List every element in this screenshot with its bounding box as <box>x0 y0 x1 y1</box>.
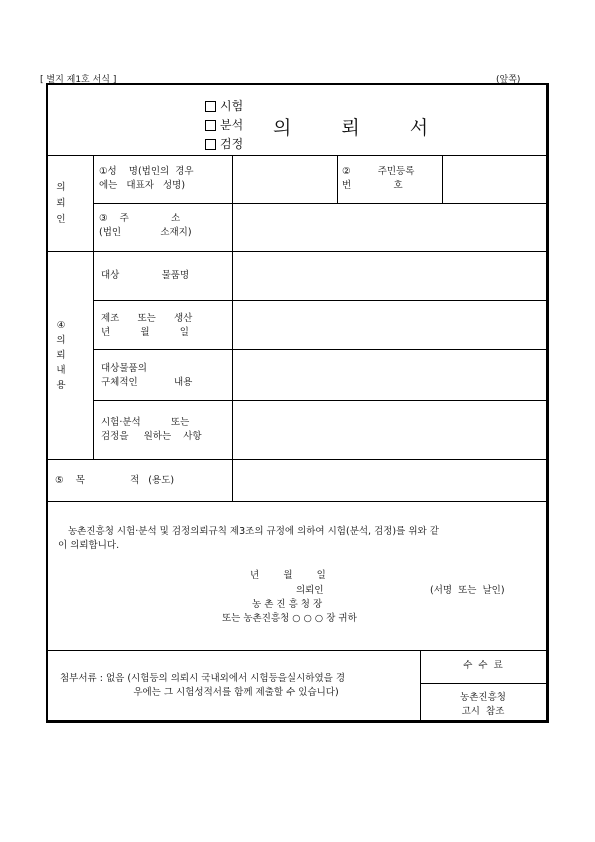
page-side-label: (앞쪽) <box>496 75 521 85</box>
fee-label: 수 수 료 <box>463 660 503 671</box>
divider <box>337 155 338 203</box>
item-details-field[interactable] <box>233 350 546 400</box>
divider <box>48 650 546 651</box>
addressee-line1: 농 촌 진 흥 청 장 <box>252 599 323 610</box>
form-number: [ 별지 제1호 서식 ] <box>40 75 117 85</box>
option-inspection[interactable]: 검정 <box>205 135 243 154</box>
form-title: 의 뢰 서 <box>273 117 451 139</box>
requested-test-label: 시험·분석 또는 검정을 원하는 사항 <box>101 417 202 442</box>
attachments-note: 첨부서류 : 없음 (시험등의 의뢰시 국내외에서 시험등을실시하였을 경 우에는 그 시험성적서를 함께 제출할 수 있습니다) <box>60 673 346 698</box>
date-line[interactable]: 년 월 일 <box>250 570 326 581</box>
request-group-label: ④ 의 뢰 내 용 <box>56 320 66 391</box>
signature-field[interactable]: (서명 또는 날인) <box>430 585 505 596</box>
name-label: ①성 명(법인의 경우 에는 대표자 성명) <box>99 166 194 191</box>
option-test[interactable]: 시험 <box>205 97 243 116</box>
address-field[interactable] <box>233 204 546 251</box>
name-field[interactable] <box>233 156 337 203</box>
item-name-field[interactable] <box>233 252 546 300</box>
item-details-label: 대상물품의 구체적인 내용 <box>101 363 193 388</box>
manufacture-date-field[interactable] <box>233 301 546 349</box>
address-label: ③ 주 소 (법인 소재지) <box>99 213 192 238</box>
purpose-label: ⑤ 목 적 (용도) <box>55 475 175 486</box>
manufacture-date-label: 제조 또는 생산 년 월 일 <box>101 313 193 338</box>
divider <box>420 683 546 684</box>
requester-sign-label: 의뢰인 <box>296 585 324 596</box>
purpose-field[interactable] <box>233 460 546 501</box>
fee-note: 농촌진흥청 고시 참조 <box>460 692 506 717</box>
checkbox-icon[interactable] <box>205 101 216 112</box>
statement-text: 농촌진흥청 시험·분석 및 검정의뢰규칙 제3조의 규정에 의하여 시험(분석, 검정)를 위와 같 이 의뢰합니다. <box>58 526 439 551</box>
divider <box>93 155 94 459</box>
addressee-line2: 또는 농촌진흥청 ○ ○ ○ 장 귀하 <box>222 613 357 624</box>
divider <box>48 501 546 502</box>
id-number-field[interactable] <box>443 156 546 203</box>
checkbox-icon[interactable] <box>205 120 216 131</box>
title-options <box>205 97 243 154</box>
item-name-label: 대상 물품명 <box>101 270 190 281</box>
checkbox-icon[interactable] <box>205 139 216 150</box>
option-analysis[interactable]: 분석 <box>205 116 243 135</box>
requester-group-label: 의 뢰 인 <box>56 182 66 225</box>
id-number-label: ② 주민등록 번 호 <box>342 166 415 191</box>
requested-test-field[interactable] <box>233 401 546 459</box>
